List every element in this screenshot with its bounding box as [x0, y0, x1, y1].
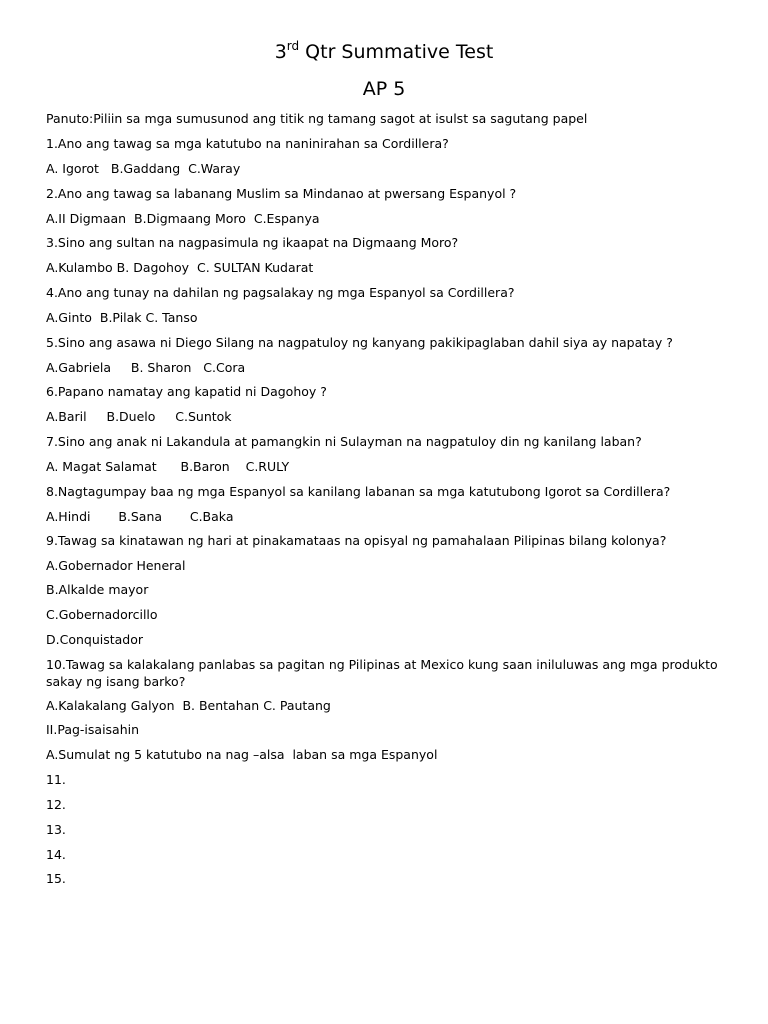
choices-10: A.Kalakalang Galyon B. Bentahan C. Pautang	[46, 698, 331, 713]
choices-1: A. Igorot B.Gaddang C.Waray	[46, 161, 241, 176]
page-subtitle: AP 5	[362, 78, 406, 100]
question-1: 1.Ano ang tawag sa mga katutubo na naninirahan sa Cordillera?	[46, 136, 449, 151]
question-2: 2.Ano ang tawag sa labanang Muslim sa Mindanao at pwersang Espanyol ?	[46, 186, 517, 201]
answer-line-11: 11.	[46, 772, 66, 787]
choices-8: A.Hindi B.Sana C.Baka	[46, 509, 234, 524]
choices-4: A.Ginto B.Pilak C. Tanso	[46, 310, 198, 325]
section-instructions: A.Sumulat ng 5 katutubo na nag –alsa laban sa mga Espanyol	[46, 747, 438, 762]
answer-line-14: 14.	[46, 847, 66, 862]
question-6: 6.Papano namatay ang kapatid ni Dagohoy ?	[46, 384, 327, 399]
section-heading: II.Pag-isaisahin	[46, 722, 140, 737]
question-4: 4.Ano ang tunay na dahilan ng pagsalakay ng mga Espanyol sa Cordillera?	[46, 285, 515, 300]
question-8: 8.Nagtagumpay baa ng mga Espanyol sa kanilang labanan sa mga katutubong Igorot sa Cordillera?	[46, 484, 671, 499]
page-title	[0, 40, 768, 66]
choices-2: A.II Digmaan B.Digmaang Moro C.Espanya	[46, 211, 320, 226]
question-7: 7.Sino ang anak ni Lakandula at pamangkin ni Sulayman na nagpatuloy din ng kanilang laban?	[46, 434, 642, 449]
question-3: 3.Sino ang sultan na nagpasimula ng ikaapat na Digmaang Moro?	[46, 235, 459, 250]
title-superscript: rd	[286, 39, 300, 53]
choices-6: A.Baril B.Duelo C.Suntok	[46, 409, 232, 424]
title-number: 3	[274, 41, 287, 63]
answer-line-12: 12.	[46, 797, 66, 812]
question-10: 10.Tawag sa kalakalang panlabas sa pagitan ng Pilipinas at Mexico kung saan iniluluwas ang mga produkto sakay ng isang barko?	[46, 657, 718, 689]
choices-3: A.Kulambo B. Dagohoy C. SULTAN Kudarat	[46, 260, 314, 275]
instructions: Panuto:Piliin sa mga sumusunod ang titik ng tamang sagot at isulst sa sagutang papel	[46, 111, 588, 126]
choices-5: A.Gabriela B. Sharon C.Cora	[46, 360, 246, 375]
choice-9d: D.Conquistador	[46, 632, 144, 647]
answer-line-15: 15.	[46, 871, 66, 886]
title-text: Qtr Summative Test	[299, 41, 494, 63]
choice-9a: A.Gobernador Heneral	[46, 558, 186, 573]
question-5: 5.Sino ang asawa ni Diego Silang na nagpatuloy ng kanyang pakikipaglaban dahil siya ay napatay ?	[46, 335, 673, 350]
choice-9c: C.Gobernadorcillo	[46, 607, 158, 622]
choice-9b: B.Alkalde mayor	[46, 582, 149, 597]
choices-7: A. Magat Salamat B.Baron C.RULY	[46, 459, 290, 474]
answer-line-13: 13.	[46, 822, 66, 837]
question-9: 9.Tawag sa kinatawan ng hari at pinakamataas na opisyal ng pamahalaan Pilipinas bilang kolonya?	[46, 533, 667, 548]
